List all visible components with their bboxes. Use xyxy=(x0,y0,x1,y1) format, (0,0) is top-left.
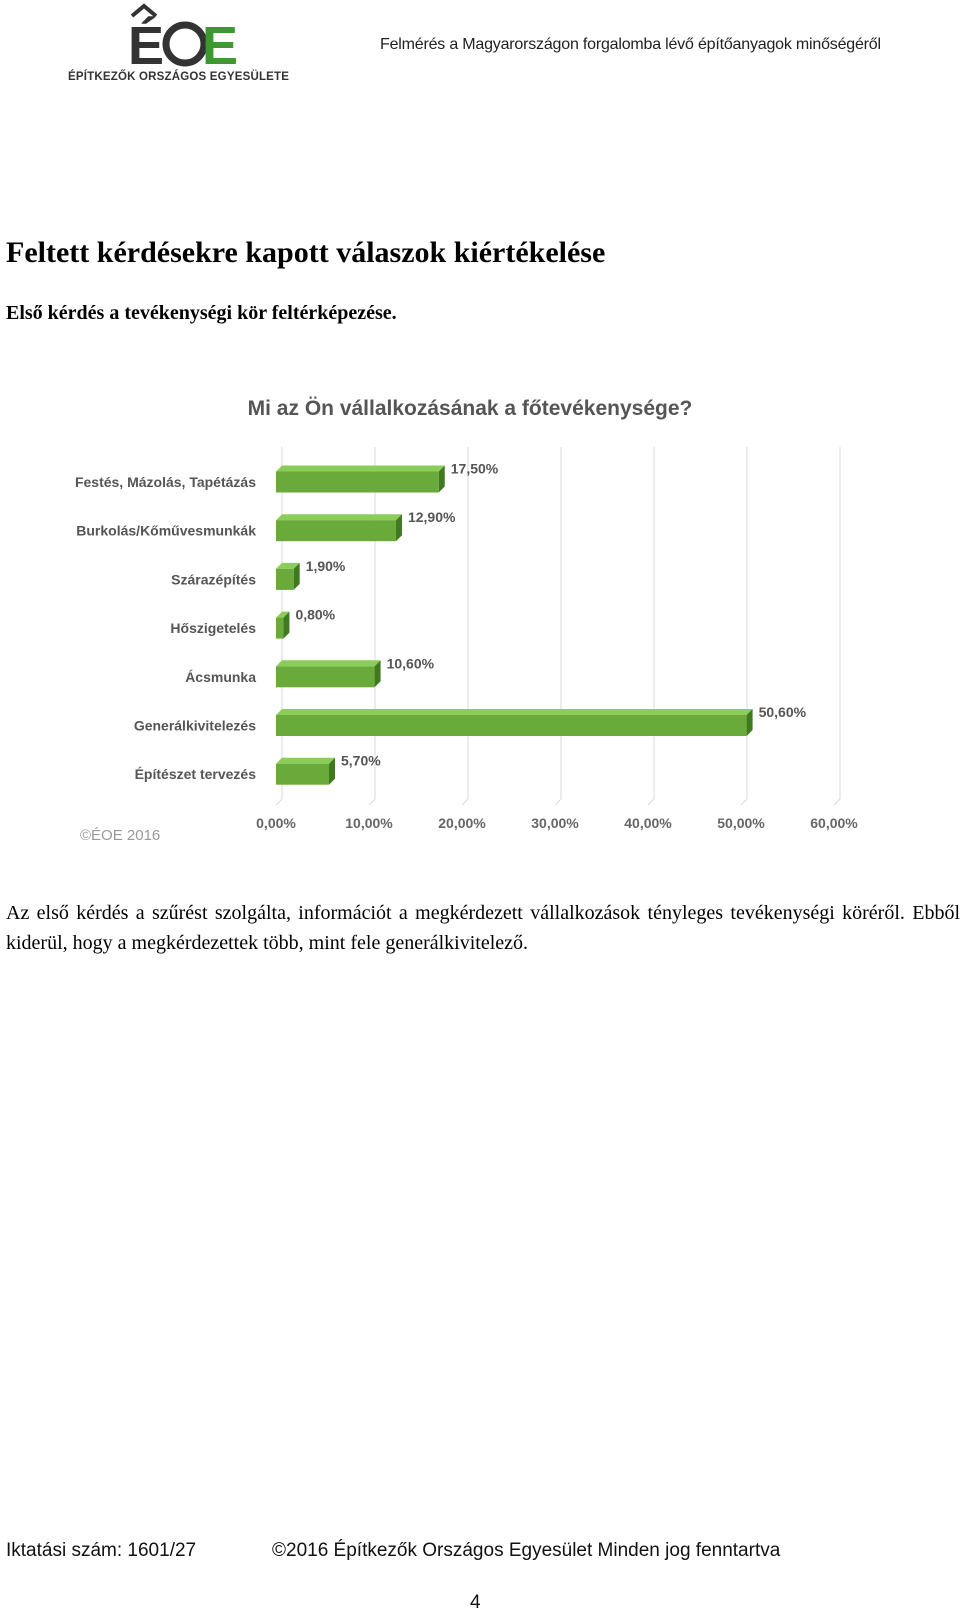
x-tick-label: 60,00% xyxy=(810,815,858,831)
bar xyxy=(276,569,294,590)
bar xyxy=(276,715,747,736)
bar-top xyxy=(276,660,381,666)
value-label: 1,90% xyxy=(305,557,346,574)
svg-text:E: E xyxy=(202,16,238,68)
page-number: 4 xyxy=(470,1592,481,1613)
x-tick-label: 10,00% xyxy=(345,815,393,831)
body-paragraph: Az első kérdés a szűrést szolgálta, információt a megkérdezett vállalkozások tényleges tevékenységi köréről. Ebből kiderül, hogy a megkérdezettek több, mint fele generálkivitelező. xyxy=(6,902,960,954)
logo-mark xyxy=(128,2,238,68)
category-label: Burkolás/Kőművesmunkák xyxy=(76,522,256,539)
gridline-depth xyxy=(834,799,840,805)
bar xyxy=(276,764,329,785)
x-tick-label: 40,00% xyxy=(624,815,672,831)
category-label: Ácsmunka xyxy=(185,668,256,685)
bar xyxy=(276,666,375,687)
x-tick-label: 0,00% xyxy=(256,815,296,831)
gridline-depth xyxy=(276,799,282,805)
category-label: Hőszigetelés xyxy=(170,620,256,637)
activity-bar-chart xyxy=(60,385,880,860)
logo-text: É xyxy=(128,16,165,68)
footer-registry: Iktatási szám: 1601/27 xyxy=(6,1540,197,1561)
bar xyxy=(276,618,283,639)
gridline-depth xyxy=(462,799,468,805)
gridline-depth xyxy=(555,799,561,805)
value-label: 50,60% xyxy=(758,704,807,720)
gridline-depth xyxy=(648,799,654,805)
bar-top xyxy=(276,758,335,764)
category-label: Építészet tervezés xyxy=(134,766,256,783)
value-label: 12,90% xyxy=(407,509,456,526)
value-label: 10,60% xyxy=(386,655,435,672)
category-label: Generálkivitelezés xyxy=(133,717,256,734)
bar xyxy=(276,472,439,493)
bar-top xyxy=(276,466,445,472)
section-heading: Feltett kérdésekre kapott válaszok kiértékelése xyxy=(6,236,606,269)
x-tick-label: 50,00% xyxy=(717,815,765,831)
chart-watermark: ©ÉOE 2016 xyxy=(80,827,161,844)
bar-top xyxy=(276,709,753,715)
gridline-depth xyxy=(741,799,747,805)
footer-copyright: ©2016 Építkezők Országos Egyesület Minden jog fenntartva xyxy=(272,1540,781,1561)
chart-title: Mi az Ön vállalkozásának a főtevékenysége? xyxy=(247,397,693,420)
value-label: 5,70% xyxy=(341,752,381,769)
value-label: 0,80% xyxy=(295,606,336,623)
logo-subtitle: ÉPÍTKEZŐK ORSZÁGOS EGYESÜLETE xyxy=(68,71,290,83)
x-tick-label: 20,00% xyxy=(438,815,486,831)
document-header-title: Felmérés a Magyarországon forgalomba lévő építőanyagok minőségéről xyxy=(380,36,881,53)
category-label: Festés, Mázolás, Tapétázás xyxy=(74,474,256,490)
eoe-logo xyxy=(68,2,308,86)
section-subheading: Első kérdés a tevékenységi kör feltérképezése. xyxy=(6,302,397,324)
bar-top xyxy=(276,514,402,520)
x-tick-label: 30,00% xyxy=(531,815,579,831)
bar xyxy=(276,520,396,541)
gridline-depth xyxy=(369,799,375,805)
category-label: Szárazépítés xyxy=(171,571,256,588)
value-label: 17,50% xyxy=(450,460,499,477)
